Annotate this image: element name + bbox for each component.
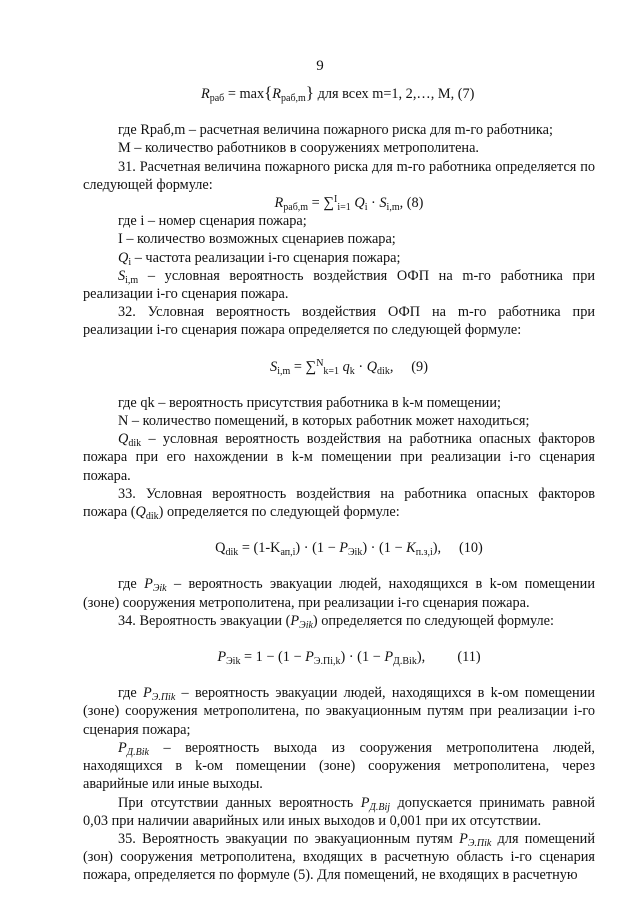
- where-line-2: M – количество работников в сооружениях метрополитена.: [118, 140, 480, 157]
- where-line-1: где Rраб,m – расчетная величина пожарного риска для m-го работника;: [118, 122, 553, 139]
- where-p-epik: где $P_{Э.Пik}$ – вероятность эвакуации людей, находящихся в k-ом помещении (зоне) сооружения метрополитена, по эвакуационным путям при реализации i-го сценария пожара;: [83, 685, 595, 738]
- formula-11: $P_{Эik} = 1 - (1 - P_{Э.Пi,k}) \cdot (1 - P_{Д.Вik})$, (11): [217, 649, 481, 668]
- formula-8: $R_{раб,m} = \sum^I_{i=1}$ $Q_i \cdot S_{i,m}$, (8): [274, 194, 424, 214]
- document-body: [83, 84, 595, 885]
- where-p-dbik: $P_{Д.Вik}$ – вероятность выхода из сооружения метрополитена людей, находящихся в k-ом помещении (зоне) сооружения метрополитена, через аварийные или иные выходы.: [83, 739, 595, 793]
- paragraph-33: 33. Условная вероятность воздействия на работника опасных факторов пожара $(Q_{dik})$ определяется по следующей формуле:: [83, 485, 595, 523]
- list-9-1: где qk – вероятность присутствия работника в k-м помещении;: [118, 394, 501, 411]
- paragraph-31: 31. Расчетная величина пожарного риска для m-го работника определяется по следующей формуле:: [83, 158, 595, 193]
- paragraph-35: 35. Вероятность эвакуации по эвакуационным путям $P_{Э.Пik}$ для помещений (зон) сооружения метрополитена, входящих в расчетную область i-го сценария пожара, определяется по формуле (5). Для помещений, не входящих в расчетную: [83, 830, 595, 884]
- paragraph-note: При отсутствии данных вероятность $P_{Д.Вij}$ допускается принимать равной 0,03 при наличии аварийных или иных выходов и 0,001 при их отсутствии.: [83, 794, 596, 829]
- list-8-2: I – количество возможных сценариев пожара;: [118, 231, 396, 248]
- page-number: 9: [316, 58, 324, 74]
- list-8-1: где i – номер сценария пожара;: [118, 213, 307, 230]
- list-8-3: $Q_i$ – частота реализации i-го сценария пожара;: [118, 249, 401, 268]
- list-9-3: $Q_{dik}$ – условная вероятность воздействия на работника опасных факторов пожара при его нахождении в k-м помещении при реализации i-го сценария пожара.: [83, 431, 595, 484]
- formula-7: $R_{раб} = \max\{R_{раб,m}\}$ для всех m=1, 2,…, M, (7): [201, 83, 475, 104]
- list-8-4: $S_{i,m}$ – условная вероятность воздействия ОФП на m-го работника при реализации i-го сценария пожара.: [83, 267, 595, 303]
- where-p-eik: где $P_{Эik}$ – вероятность эвакуации людей, находящихся в k-ом помещении (зоне) сооружения метрополитена, при реализации i-го сценария пожара.: [83, 576, 595, 611]
- formula-9: $S_{i,m} = \sum^N_{k=1}$ $q_k \cdot Q_{dik}$, (9): [270, 357, 428, 377]
- list-9-2: N – количество помещений, в которых работник может находиться;: [118, 413, 530, 430]
- paragraph-34: 34. Вероятность эвакуации $(P_{Эik})$ определяется по следующей формуле:: [118, 612, 554, 631]
- paragraph-32: 32. Условная вероятность воздействия ОФП на m-го работника при реализации i-го сценария пожара определяется по следующей формуле:: [83, 304, 595, 339]
- formula-10: $Q_{dik} = (1-K_{ап,i}) \cdot (1 - P_{Эik}) \cdot (1 - K_{п.з,i})$, (10): [215, 540, 483, 559]
